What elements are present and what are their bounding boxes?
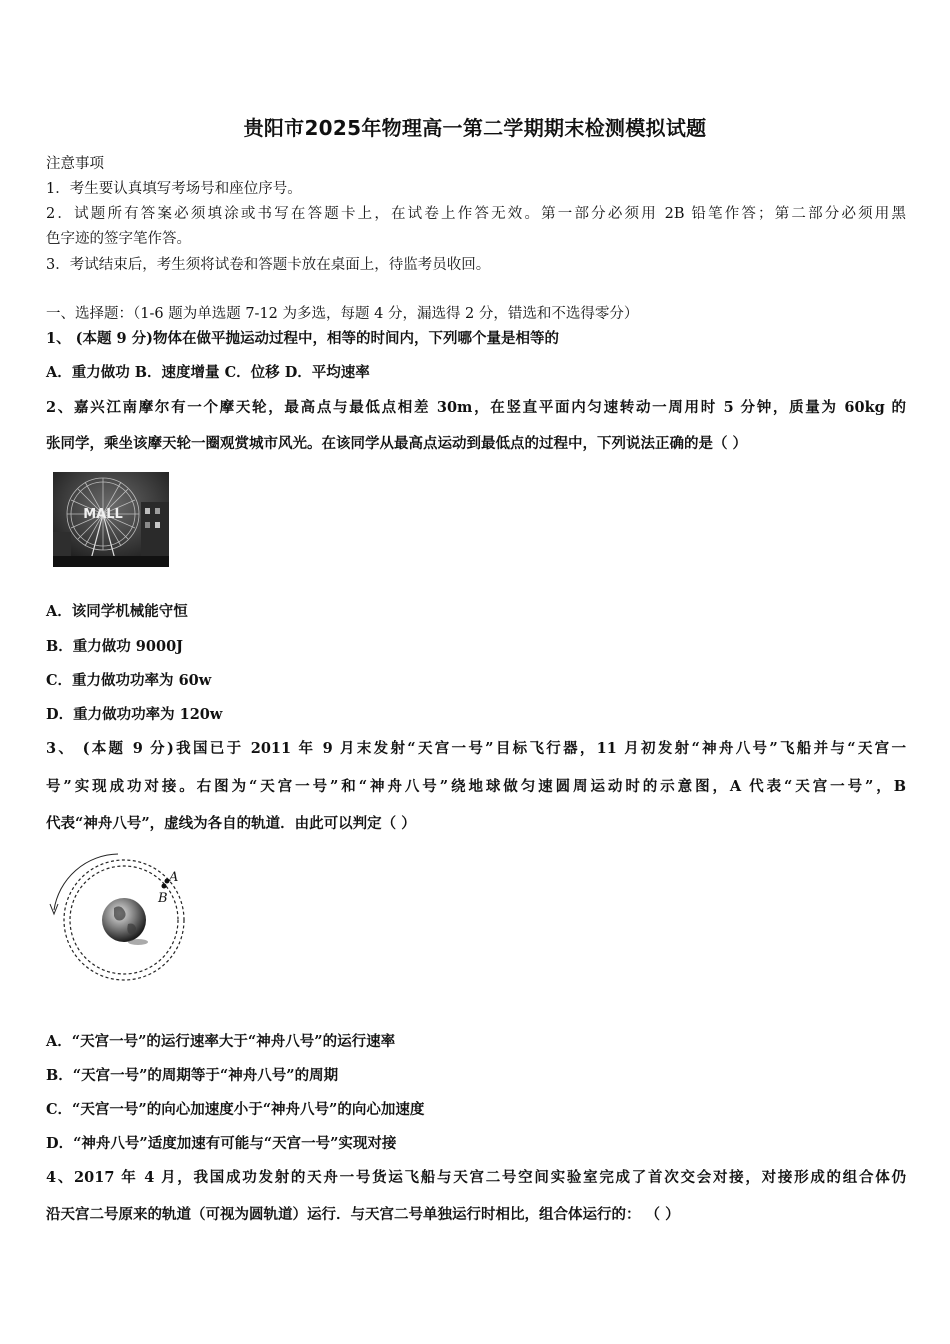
question-3-option: D．“神舟八号”适度加速有可能与“天宫一号”实现对接 (46, 1135, 397, 1152)
page-title: 贵阳市2025年物理高一第二学期期末检测模拟试题 (243, 116, 707, 140)
question-2-stem: 张同学，乘坐该摩天轮一圈观赏城市风光。在该同学从最高点运动到最低点的过程中，下列说法正确的是（ ） (46, 435, 748, 452)
earth-icon (102, 898, 146, 942)
question-3-stem: 号”实现成功对接。右图为“天宫一号”和“神舟八号”绕地球做匀速圆周运动时的示意图，A 代表“天宫一号”，B (46, 778, 906, 795)
question-3-stem: 3、 (本题 9 分)我国已于 2011 年 9 月末发射“天宫一号”目标飞行器，11 月初发射“神舟八号”飞船并与“天宫一 (46, 740, 906, 757)
notice-item: 1．考生要认真填写考场号和座位序号。 (46, 181, 302, 197)
notice-heading: 注意事项 (46, 156, 104, 172)
question-2-option: A．该同学机械能守恒 (46, 603, 188, 620)
orbit-diagram (46, 848, 191, 983)
label-a: A (169, 870, 179, 885)
question-3-option: C．“天宫一号”的向心加速度小于“神舟八号”的向心加速度 (46, 1101, 425, 1118)
question-2-option: D．重力做功功率为 120w (46, 706, 223, 723)
question-3-stem: 代表“神舟八号”，虚线为各自的轨道．由此可以判定（ ） (46, 815, 416, 832)
question-3-option: B．“天宫一号”的周期等于“神舟八号”的周期 (46, 1067, 339, 1084)
notice-item: 3．考试结束后，考生须将试卷和答题卡放在桌面上，待监考员收回。 (46, 257, 491, 273)
mall-sign: MALL (83, 507, 123, 522)
question-2-option: C．重力做功功率为 60w (46, 672, 212, 689)
ferris-wheel-photo (53, 472, 169, 567)
question-1-options: A．重力做功 B．速度增量 C．位移 D．平均速率 (46, 364, 370, 381)
question-1-stem: 1、 (本题 9 分)物体在做平抛运动过程中，相等的时间内，下列哪个量是相等的 (46, 330, 560, 347)
question-3-option: A．“天宫一号”的运行速率大于“神舟八号”的运行速率 (46, 1033, 396, 1050)
satellite-b-icon (162, 884, 167, 889)
question-4-stem: 沿天宫二号原来的轨道（可视为圆轨道）运行．与天宫二号单独运行时相比，组合体运行的： （ ） (46, 1206, 680, 1223)
question-2-stem: 2、嘉兴江南摩尔有一个摩天轮，最高点与最低点相差 30m，在竖直平面内匀速转动一周用时 5 分钟，质量为 60kg 的 (46, 399, 906, 416)
notice-item: 色字迹的签字笔作答。 (46, 231, 191, 247)
section-heading: 一、选择题：（1-6 题为单选题 7-12 为多选，每题 4 分，漏选得 2 分，错选和不选得零分） (46, 306, 639, 322)
notice-item: 2．试题所有答案必须填涂或书写在答题卡上，在试卷上作答无效。第一部分必须用 2B 铅笔作答；第二部分必须用黑 (46, 206, 906, 222)
question-2-option: B．重力做功 9000J (46, 638, 184, 655)
question-4-stem: 4、2017 年 4 月，我国成功发射的天舟一号货运飞船与天宫二号空间实验室完成了首次交会对接，对接形成的组合体仍 (46, 1169, 906, 1186)
label-b: B (158, 891, 168, 906)
